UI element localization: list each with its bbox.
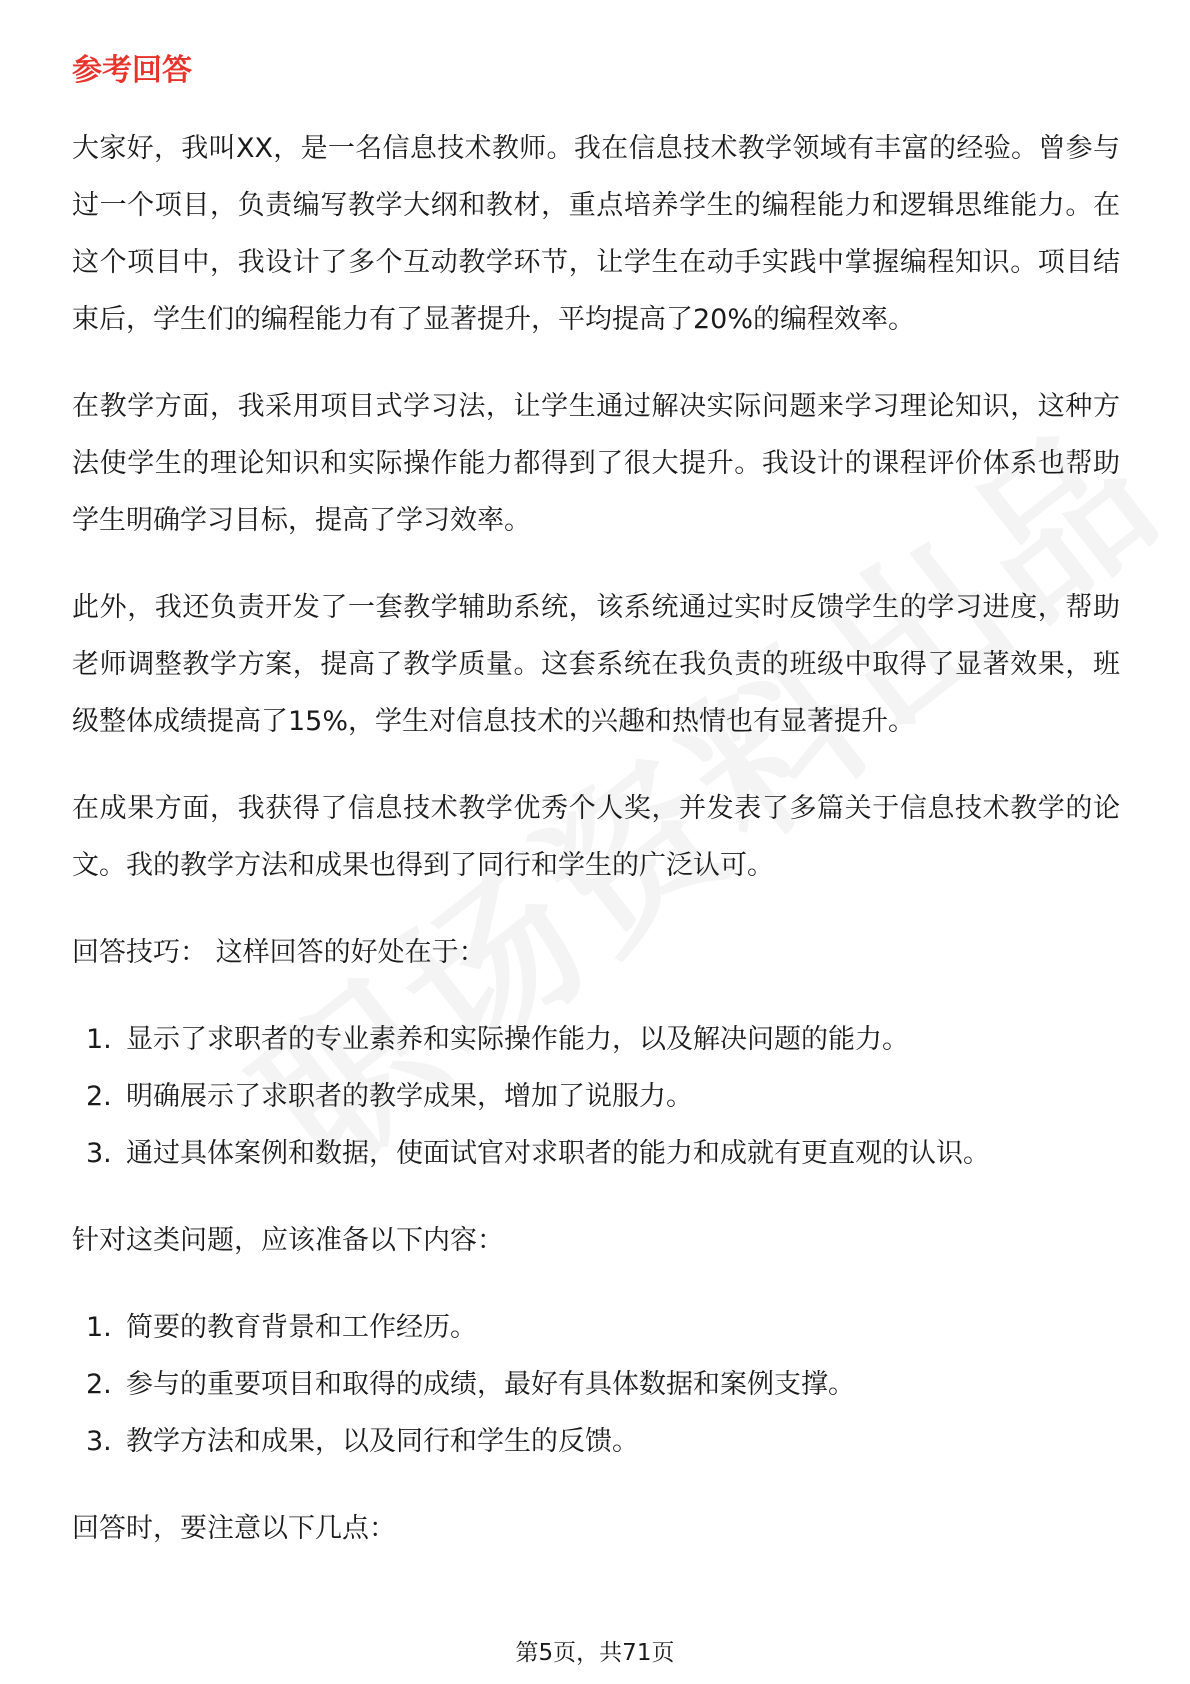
list-number: 1.	[86, 1312, 112, 1343]
list-item-text: 简要的教育背景和工作经历。	[126, 1312, 477, 1343]
answer-paragraph-3: 此外，我还负责开发了一套教学辅助系统，该系统通过实时反馈学生的学习进度，帮助老师调整教学方案，提高了教学质量。这套系统在我负责的班级中取得了显著效果，班级整体成绩提高了15%，学生对信息技术的兴趣和热情也有显著提升。	[72, 592, 1120, 737]
list-item	[72, 1356, 1120, 1413]
section-heading: 参考回答	[72, 53, 192, 88]
tips-intro: 回答技巧： 这样回答的好处在于：	[72, 937, 486, 968]
answer-paragraph-1: 大家好，我叫XX，是一名信息技术教师。我在信息技术教学领域有丰富的经验。曾参与过一个项目，负责编写教学大纲和教材，重点培养学生的编程能力和逻辑思维能力。在这个项目中，我设计了多个互动教学环节，让学生在动手实践中掌握编程知识。项目结束后，学生们的编程能力有了显著提升，平均提高了20%的编程效率。	[72, 133, 1120, 335]
list-number: 3.	[86, 1138, 112, 1169]
list-item	[72, 1068, 1120, 1125]
notes-intro: 回答时，要注意以下几点：	[72, 1513, 396, 1544]
list-item	[72, 1125, 1120, 1182]
prep-list	[72, 1299, 1120, 1470]
answer-paragraph-4: 在成果方面，我获得了信息技术教学优秀个人奖，并发表了多篇关于信息技术教学的论文。我的教学方法和成果也得到了同行和学生的广泛认可。	[72, 793, 1120, 881]
page-content	[72, 48, 1120, 1587]
list-number: 2.	[86, 1369, 112, 1400]
list-number: 3.	[86, 1426, 112, 1457]
list-number: 2.	[86, 1081, 112, 1112]
list-item	[72, 1299, 1120, 1356]
list-item	[72, 1011, 1120, 1068]
prep-intro: 针对这类问题，应该准备以下内容：	[72, 1225, 504, 1256]
list-item-text: 明确展示了求职者的教学成果，增加了说服力。	[126, 1081, 693, 1112]
page-number: 第5页，共71页	[515, 1640, 675, 1666]
list-item-text: 参与的重要项目和取得的成绩，最好有具体数据和案例支撑。	[126, 1369, 855, 1400]
list-item-text: 显示了求职者的专业素养和实际操作能力，以及解决问题的能力。	[126, 1024, 909, 1055]
list-item	[72, 1413, 1120, 1470]
answer-paragraph-2: 在教学方面，我采用项目式学习法，让学生通过解决实际问题来学习理论知识，这种方法使学生的理论知识和实际操作能力都得到了很大提升。我设计的课程评价体系也帮助学生明确学习目标，提高了学习效率。	[72, 391, 1120, 536]
list-number: 1.	[86, 1024, 112, 1055]
list-item-text: 通过具体案例和数据，使面试官对求职者的能力和成就有更直观的认识。	[126, 1138, 990, 1169]
list-item-text: 教学方法和成果，以及同行和学生的反馈。	[126, 1426, 639, 1457]
tips-list	[72, 1011, 1120, 1182]
